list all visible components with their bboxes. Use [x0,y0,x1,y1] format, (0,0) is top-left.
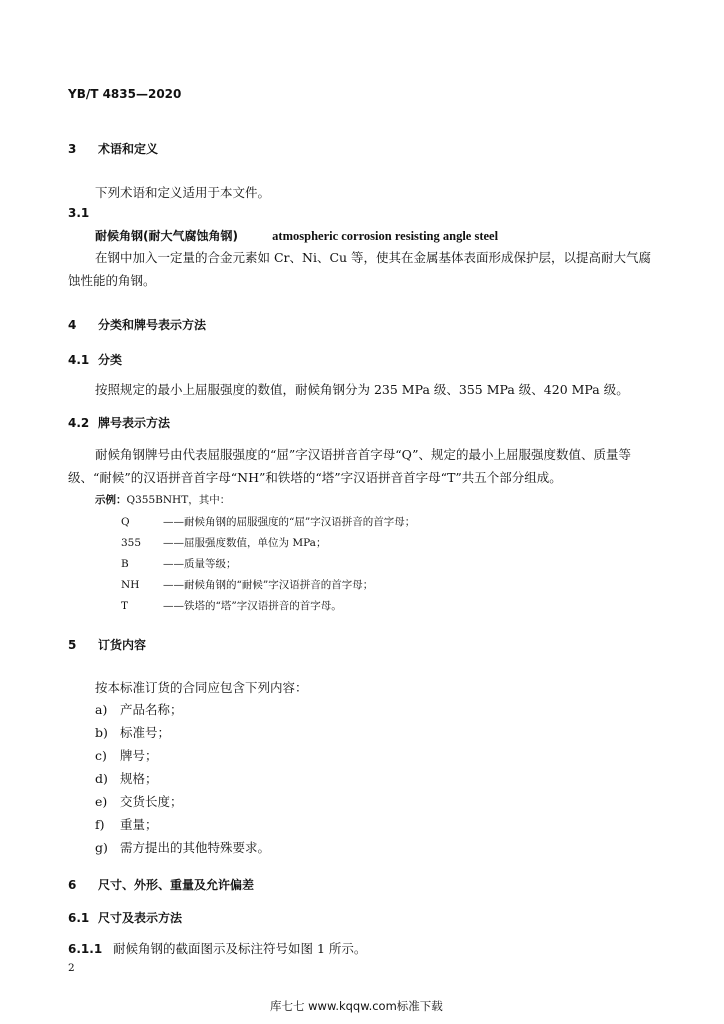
section-3-heading [68,140,158,157]
classification-text: 按照规定的最小上屈服强度的数值，耐候角钢分为 235 MPa 级、355 MPa 级、420 MPa 级。 [95,382,629,397]
part-item [121,598,342,613]
list-item-label: e) [95,794,108,809]
list-item-label: f) [95,817,105,832]
list-item-label: d) [95,771,108,786]
example-line [95,492,230,507]
part-desc: ——质量等级； [163,558,237,570]
list-item-label: c) [95,748,107,763]
term-chinese: 耐候角钢(耐大气腐蚀角钢) [95,229,238,243]
part-desc: ——耐候角钢的屈服强度的“屈”字汉语拼音的首字母； [163,516,416,528]
part-item [121,556,237,571]
section-number: 6 [68,878,77,892]
list-item-text: 重量； [120,817,158,832]
list-item-text: 产品名称； [120,702,183,717]
subsection-text: 耐候角钢的截面图示及标注符号如图 1 所示。 [113,941,367,956]
term-definition-line-1: 在钢中加入一定量的合金元素如 Cr、Ni、Cu 等，使其在金属基体表面形成保护层，以提高耐大气腐 [95,250,652,265]
subsection-title: 牌号表示方法 [98,416,171,430]
subsection-number: 6.1 [68,911,90,925]
subsection-number: 4.1 [68,353,90,367]
part-key: 355 [121,537,142,549]
section-title: 尺寸、外形、重量及允许偏差 [98,878,255,892]
subsection-number: 6.1.1 [68,942,103,956]
section-3-intro: 下列术语和定义适用于本文件。 [95,185,271,200]
part-item [121,577,373,592]
page-number: 2 [68,962,75,974]
part-key: Q [121,516,130,528]
example-text: Q355BNHT，其中： [126,494,231,506]
term-english: atmospheric corrosion resisting angle steel [272,229,499,243]
ordering-intro: 按本标准订货的合同应包含下列内容： [95,680,308,695]
list-item [95,815,158,833]
list-item-label: g) [95,840,108,855]
list-item [95,792,183,810]
subsection-number: 4.2 [68,416,90,430]
term-definition-line-2: 蚀性能的角钢。 [68,273,156,288]
list-item-label: a) [95,702,108,717]
footer-watermark: 库七七 www.kqqw.com标准下载 [270,999,443,1013]
subsection-4-1-heading [68,351,122,368]
part-item [121,535,326,550]
list-item [95,700,183,718]
subsection-title: 尺寸及表示方法 [98,911,183,925]
term-entry [95,225,498,244]
subsection-6-1-1 [68,938,366,957]
list-item-text: 交货长度； [120,794,183,809]
list-item-text: 牌号； [120,748,158,763]
list-item-text: 需方提出的其他特殊要求。 [120,840,271,855]
example-label: 示例： [95,494,127,506]
standard-number: YB/T 4835—2020 [68,87,182,101]
designation-text-line-2: 级、“耐候”的汉语拼音首字母“NH”和铁塔的“塔”字汉语拼音首字母“T”共五个部分组成。 [68,470,562,485]
list-item-text: 规格； [120,771,158,786]
section-title: 订货内容 [98,638,147,652]
subsection-title: 分类 [98,353,123,367]
section-5-heading [68,636,146,653]
section-number: 3 [68,142,77,156]
subsection-6-1-heading [68,909,182,926]
part-desc: ——铁塔的“塔”字汉语拼音的首字母。 [163,600,342,612]
section-title: 术语和定义 [98,142,159,156]
subsection-3-1-number: 3.1 [68,206,90,220]
list-item-label: b) [95,725,108,740]
part-key: B [121,558,129,570]
subsection-4-2-heading [68,414,170,431]
part-key: T [121,600,129,612]
part-desc: ——屈服强度数值，单位为 MPa； [163,537,327,549]
part-desc: ——耐候角钢的“耐候”字汉语拼音的首字母； [163,579,374,591]
list-item-text: 标准号； [120,725,171,740]
list-item [95,746,158,764]
section-6-heading [68,876,254,893]
list-item [95,838,270,856]
designation-text-line-1: 耐候角钢牌号由代表屈服强度的“屈”字汉语拼音首字母“Q”、规定的最小上屈服强度数值、质量等 [95,447,632,462]
section-title: 分类和牌号表示方法 [98,318,207,332]
section-4-heading [68,316,206,333]
section-number: 5 [68,638,77,652]
section-number: 4 [68,318,77,332]
list-item [95,723,170,741]
part-key: NH [121,579,140,591]
part-item [121,514,415,529]
list-item [95,769,158,787]
